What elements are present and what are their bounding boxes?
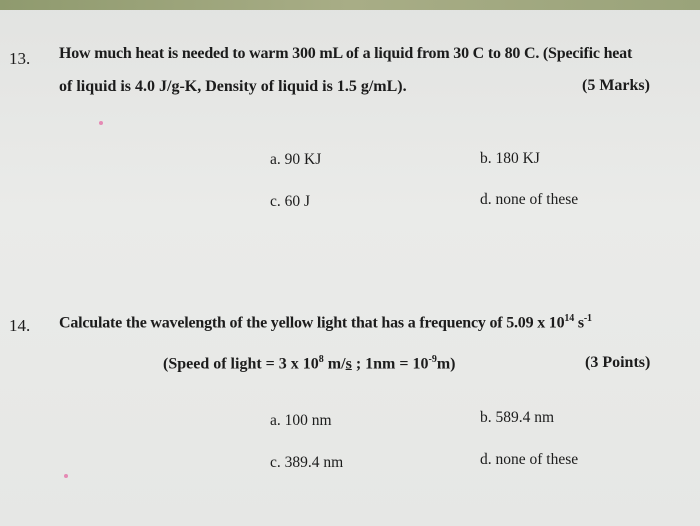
q14-points: (3 Points) — [585, 354, 651, 371]
q13-question-line1: How much heat is needed to warm 300 mL of a liquid from 30 C to 80 C. (Specific heat — [59, 45, 633, 62]
q14-line2-s: s — [345, 355, 352, 373]
pink-mark — [99, 121, 103, 125]
q14-line2-a: (Speed of light = 3 x 10 — [163, 355, 319, 373]
q14-line2-d: m) — [436, 355, 456, 373]
q14-option-b[interactable]: b. 589.4 nm — [480, 409, 555, 426]
q13-option-b[interactable]: b. 180 KJ — [480, 150, 540, 167]
q13-option-d[interactable]: d. none of these — [480, 191, 579, 208]
q14-line2-c: ; 1nm = 10 — [351, 355, 429, 373]
q14-line2-c-exp: -9 — [428, 354, 437, 365]
q13-option-c[interactable]: c. 60 J — [270, 193, 311, 210]
q14-question-line2 — [163, 354, 455, 373]
q14-line2-b: m/ — [323, 355, 346, 373]
q14-line1-exp: 14 — [564, 313, 575, 324]
q14-option-d[interactable]: d. none of these — [480, 451, 579, 468]
q14-line2-a-exp: 8 — [318, 354, 324, 365]
q13-number: 13. — [9, 49, 31, 68]
q14-option-c[interactable]: c. 389.4 nm — [270, 454, 344, 471]
q13-question-line2: of liquid is 4.0 J/g-K, Density of liquid is 1.5 g/mL). — [59, 78, 407, 95]
q14-question-line1 — [59, 313, 592, 332]
top-edge-strip — [0, 0, 700, 10]
q14-line1-text: Calculate the wavelength of the yellow light that has a frequency of 5.09 x 10 — [59, 314, 565, 332]
q13-option-a[interactable]: a. 90 KJ — [270, 151, 322, 168]
q14-option-a[interactable]: a. 100 nm — [270, 412, 332, 429]
q14-line1-unit: s — [574, 314, 584, 332]
q13-marks: (5 Marks) — [582, 77, 650, 94]
q14-number: 14. — [9, 316, 31, 335]
pink-mark — [64, 474, 68, 478]
q14-line1-unit-exp: -1 — [583, 313, 592, 324]
